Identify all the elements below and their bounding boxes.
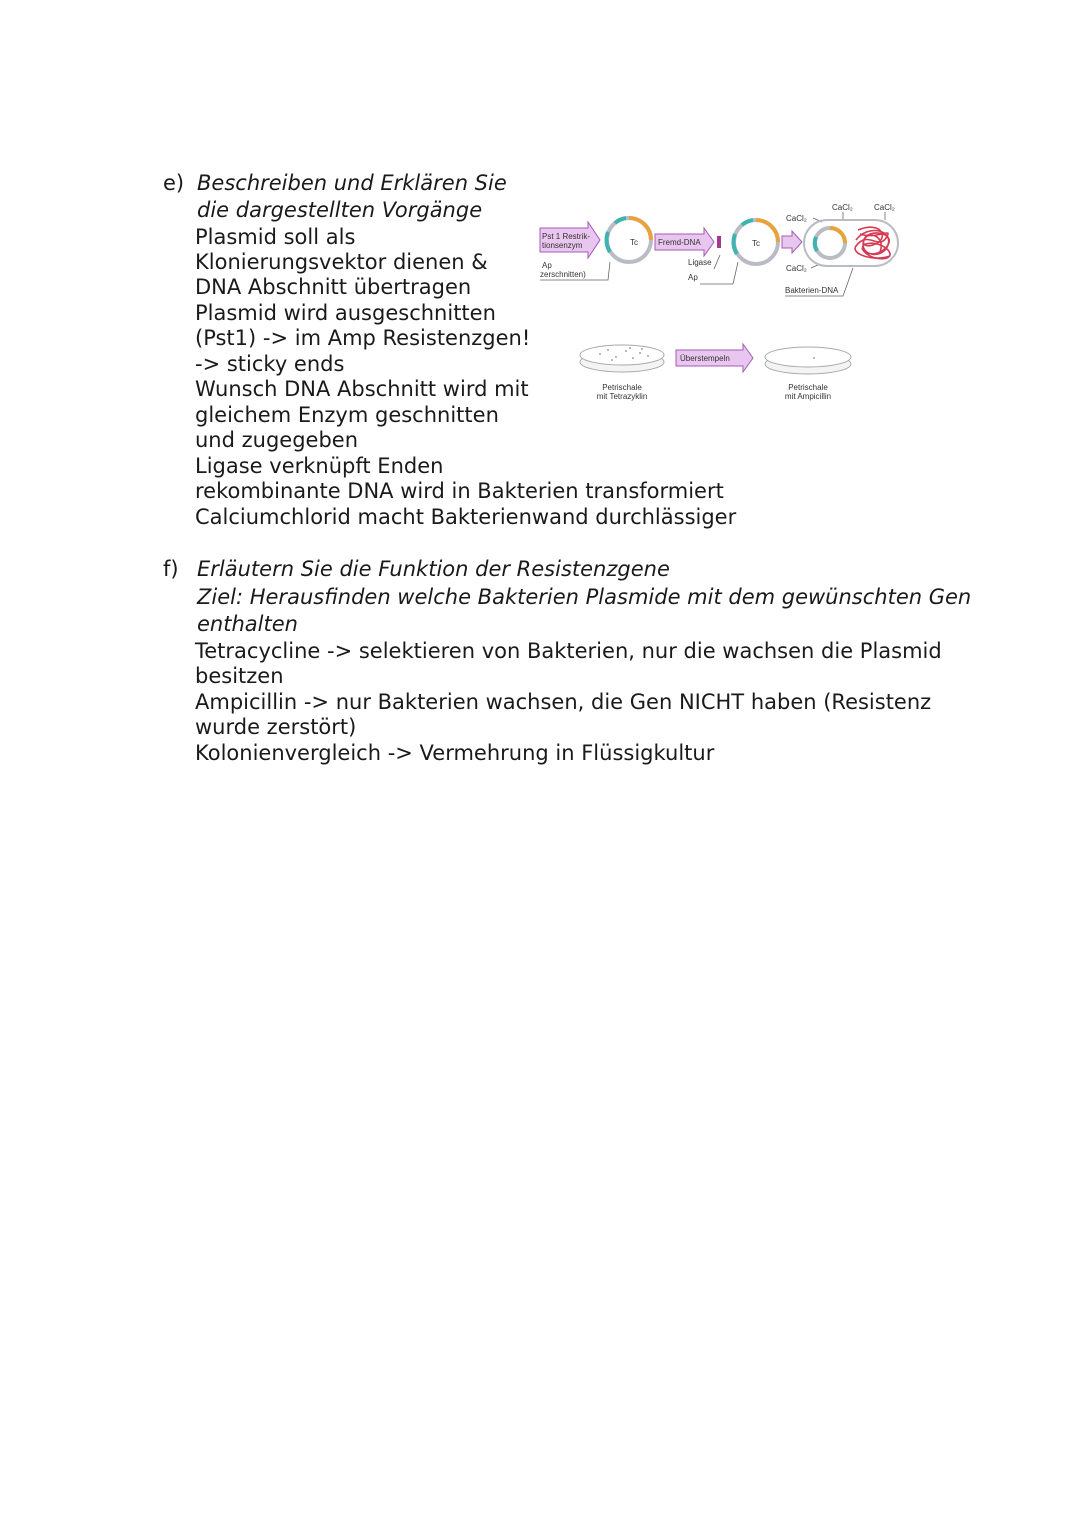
tc-label-1: Tc: [630, 238, 638, 247]
section-e-line-3: DNA Abschnitt übertragen: [195, 275, 472, 299]
dish-1-label-1: Petrischale: [602, 383, 642, 392]
foreign-dna-fragment: [717, 236, 721, 248]
section-e-heading-line-1: Beschreiben und Erklären Sie: [197, 171, 507, 195]
restriction-label-2: tionsenzym: [542, 241, 583, 250]
cacl2-label-3: CaCl₂: [874, 203, 895, 212]
cacl2-label-2: CaCl₂: [832, 203, 853, 212]
section-e-line-12: Calciumchlorid macht Bakterienwand durchlässiger: [195, 505, 737, 529]
section-f-line-1: Tetracycline -> selektieren von Bakterien, nur die wachsen die Plasmid: [195, 639, 942, 663]
bacterium: [804, 220, 898, 266]
section-e-line-11: rekombinante DNA wird in Bakterien transformiert: [195, 479, 724, 503]
section-f-heading-line-3: enthalten: [197, 612, 298, 636]
ap-label-1: Ap: [542, 261, 552, 270]
bacterial-dna-label: Bakterien-DNA: [785, 286, 839, 295]
dish-2-label-2: mit Ampicillin: [784, 392, 832, 401]
tc-label-2: Tc: [752, 239, 760, 248]
bacterial-dna-tangle: [855, 227, 890, 259]
restriction-enzyme-arrow: [540, 222, 600, 258]
ap-label-3: Ap: [688, 273, 698, 282]
section-e-line-4: Plasmid wird ausgeschnitten: [195, 301, 496, 325]
section-e-line-8: gleichem Enzym geschnitten: [195, 403, 499, 427]
ap-label-2: zerschnitten): [540, 270, 586, 279]
dish-1-label-2: mit Tetrazyklin: [596, 392, 648, 401]
cloning-diagram: [538, 190, 908, 410]
section-e-line-10: Ligase verknüpft Enden: [195, 454, 444, 478]
stamp-arrow: [676, 344, 753, 372]
plasmid-1: [606, 218, 651, 262]
foreign-dna-arrow: [655, 228, 714, 256]
cacl2-label-4: CaCl₂: [786, 264, 807, 273]
section-e-marker: e): [163, 171, 185, 195]
section-e-line-1: Plasmid soll als: [195, 225, 356, 249]
section-e-line-7: Wunsch DNA Abschnitt wird mit: [195, 377, 529, 401]
transform-arrow: [782, 231, 802, 253]
section-f-line-2: besitzen: [195, 664, 284, 688]
foreign-dna-label: Fremd-DNA: [658, 238, 701, 247]
section-e-line-2: Klonierungsvektor dienen &: [195, 250, 488, 274]
section-e-heading-line-2: die dargestellten Vorgänge: [197, 198, 483, 222]
petri-dish-tetracycline: [580, 345, 664, 372]
section-f-line-5: Kolonienvergleich -> Vermehrung in Flüssigkultur: [195, 741, 715, 765]
restriction-label-1: Pst 1 Restrik-: [542, 232, 591, 241]
section-e-line-6: -> sticky ends: [195, 352, 345, 376]
section-e-line-5: (Pst1) -> im Amp Resistenzgen!: [195, 326, 531, 350]
ligase-label: Ligase: [688, 258, 712, 267]
cacl2-label-1: CaCl₂: [786, 214, 807, 223]
stamp-label: Überstempeln: [680, 354, 730, 363]
section-f-heading-line-1: Erläutern Sie die Funktion der Resistenzgene: [197, 557, 670, 581]
section-f-heading-line-2: Ziel: Herausfinden welche Bakterien Plasmide mit dem gewünschten Gen: [197, 585, 972, 609]
section-f-marker: f): [163, 557, 179, 581]
section-f-line-3: Ampicillin -> nur Bakterien wachsen, die Gen NICHT haben (Resistenz: [195, 690, 932, 714]
section-e-line-9: und zugegeben: [195, 428, 359, 452]
section-f-line-4: wurde zerstört): [195, 715, 357, 739]
petri-dish-ampicillin: [765, 347, 851, 374]
dish-2-label-1: Petrischale: [788, 383, 828, 392]
